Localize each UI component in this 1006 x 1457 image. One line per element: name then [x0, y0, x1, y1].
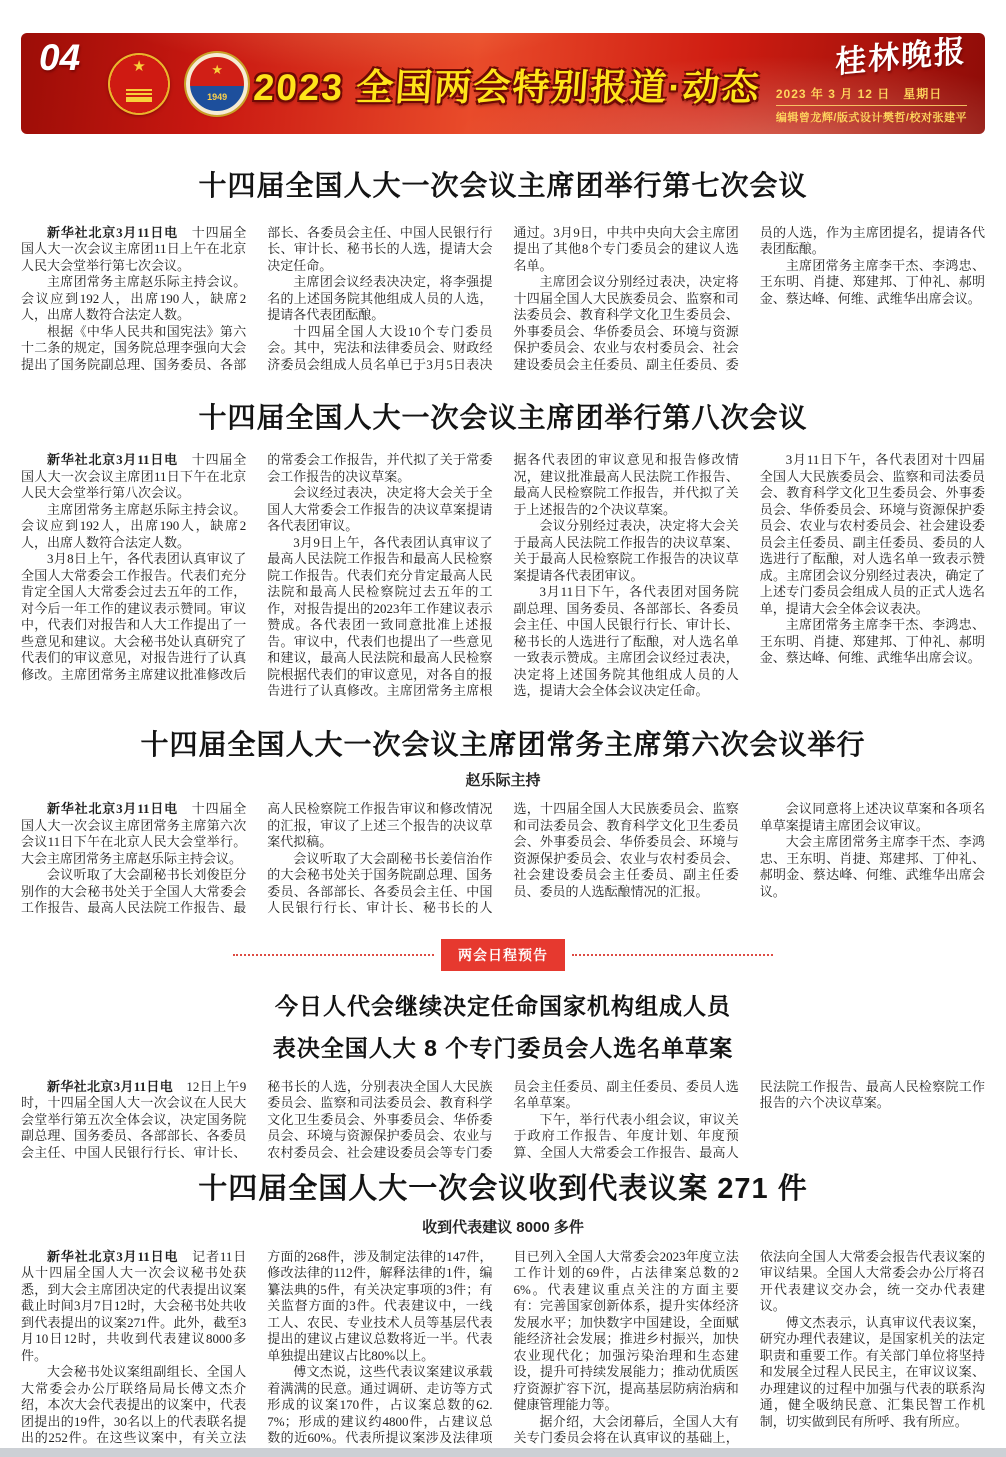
article-body	[21, 1249, 985, 1447]
staff-line: 编辑曾龙辉/版式设计樊哲/校对张建平	[776, 105, 967, 125]
article-headline: 十四届全国人大一次会议主席团举行第七次会议	[198, 170, 808, 201]
lead-text: 12日上午9时，十四届全国人大一次会议在人民大会堂举行第五次全体会议，决定国务院副总理、国务委员、各部部长、各委员会主任、中国人民银行行长、审计长、秘书长的人选，分别表决全国人大民族委员会、监察和司法委员会、教育科学文化卫生委员会、外事委员会、华侨委员会、环境与资源保护委员会、农业与农村委员会、社会建设委员会等专门委员会主任委员、副主任委员、委员人选名单草案。	[21, 1078, 739, 1160]
article-schedule-preview	[21, 988, 985, 1162]
national-emblem-icon	[108, 53, 170, 115]
paragraph: 主席团常务主席赵乐际主持会议。会议应到192人，出席190人，缺席2人，出席人数符合法定人数。	[21, 501, 247, 550]
paragraph: 3月11日下午，各代表团对十四届全国人大民族委员会、监察和司法委员会、教育科学文化卫生委员会、外事委员会、华侨委员会、环境与资源保护委员会、农业与农村委员会、社会建设委员会主任委员、副主任委员、委员的人选进行了酝酿，对人选名单一致表示赞成。主席团会议分别经过表决，确定了上述专门委员会组成人员的正式人选名单，提请大会全体会议表决。	[759, 452, 985, 616]
paragraph: 会议听取了大会副秘书长姜信治作的大会秘书处关于国务院副总理、国务委员、各部部长、各委员会主任、中国人民银行行长、审计长、秘书长的人选，十四届全国人大民族委员会、监察和司法委员会、教育科学文化卫生委员会、外事委员会、华侨委员会、环境与资源保护委员会、农业与农村委员会、社会建设委员会主任委员、副主任委员、委员的人选酝酿情况的汇报。	[267, 801, 739, 916]
article-presidium-eighth-meeting	[21, 400, 985, 699]
star-icon: ★	[211, 61, 223, 77]
article-headline: 十四届全国人大一次会议主席团常务主席第六次会议举行	[140, 728, 866, 760]
dotted-line	[233, 954, 434, 956]
paragraph: 傅文杰表示，认真审议代表议案，研究办理代表建议，是国家机关的法定职责和重要工作。有关部门单位将坚持和发展全过程人民民主，在审议议案、办理建议的过程中加强与代表的联系沟通，健全吸纳民意、汇集民智工作机制，切实做到民有所呼、我有所应。	[759, 1314, 985, 1429]
page-number: 04	[39, 37, 81, 78]
dateline: 新华社北京3月11日电	[47, 1078, 174, 1094]
paragraph: 十四届全国人大设10个专门委员会。其中，宪法和法律委员会、财政经济委员会组成人员名单已于3月5日表决通过。3月9日，中共中央向大会主席团提出了其他8个专门委员会的建议人选名单。	[267, 224, 739, 372]
schedule-divider	[233, 939, 773, 971]
paragraph: 会议听取了大会副秘书长刘俊臣分别作的大会秘书处关于全国人大常委会工作报告、最高人民法院工作报告、最高人民检察院工作报告审议和修改情况的汇报，审议了上述三个报告的决议草案代拟稿。	[21, 801, 493, 916]
schedule-headline-2: 表决全国人大 8 个专门委员会人选名单草案	[272, 1034, 734, 1061]
article-headline: 十四届全国人大一次会议收到代表议案 271 件	[198, 1173, 808, 1206]
lead-paragraph	[21, 225, 246, 275]
dateline: 新华社北京3月11日电	[47, 1248, 179, 1264]
lead-paragraph	[21, 801, 246, 867]
article-executive-chair-sixth-meeting	[21, 727, 985, 917]
article-body	[21, 1079, 985, 1162]
lead-paragraph	[21, 452, 246, 502]
paragraph: 3月9日上午，各代表团认真审议了最高人民法院工作报告和最高人民检察院工作报告。代表们充分肯定最高人民法院和最高人民检察院过去五年的工作，对报告提出的2023年工作建议表示赞成。各代表团一致同意批准上述报告。审议中，代表们也提出了一些意见和建议，最高人民法院和最高人民检察院根据代表们的审议意见，对各自的报告进行了认真修改。主席团常务主席根据各代表团的审议意见和报告修改情况，建议批准最高人民法院工作报告、最高人民检察院工作报告，并代拟了关于上述报告的2个决议草案。	[267, 452, 739, 699]
lead-paragraph	[21, 1249, 246, 1365]
paragraph: 主席团常务主席赵乐际主持会议。会议应到192人，出席190人，缺席2人，出席人数符合法定人数。	[21, 274, 247, 323]
paragraph: 傅文杰说，这些代表议案建议承载着满满的民意。通过调研、走访等方式形成的议案170件，占议案总数的62.7%；形成的建议约4800件，占建议总数的近60%。代表所提议案涉及法律项目已列入全国人大常委会2023年度立法工作计划的69件，占法律案总数的26%。代表建议重点关注的方面主要有：完善国家创新体系，提升实体经济发展水平；加快数字中国建设，全面赋能经济社会发展；推进乡村振兴，加快农业现代化；加强污染治理和生态建设，提升可持续发展能力；推动优质医疗资源扩容下沉，提高基层防病治病和健康管理能力等。	[267, 1248, 739, 1446]
tiananmen-gate-icon	[126, 89, 152, 102]
article-headline: 十四届全国人大一次会议主席团举行第八次会议	[198, 402, 808, 434]
paragraph: 会议分别经过表决，决定将大会关于最高人民法院工作报告的决议草案、关于最高人民检察院工作报告的决议草案提请各代表团审议。	[513, 518, 739, 583]
paragraph: 据介绍，大会闭幕后，全国人大有关专门委员会将在认真审议的基础上，依法向全国人大常委会报告代表议案的审议结果。全国人大常委会办公厅将召开代表建议交办会，统一交办代表建议。	[513, 1248, 985, 1446]
page-content	[0, 168, 1006, 1447]
lead-text: 十四届全国人大一次会议主席团11日上午在北京人民大会堂举行第七次会议。	[21, 224, 247, 273]
paragraph: 主席团常务主席李干杰、李鸿忠、王东明、肖捷、郑建邦、丁仲礼、郝明金、蔡达峰、何维、武维华出席会议。	[759, 617, 985, 666]
lead-text: 十四届全国人大一次会议主席团11日下午在北京人民大会堂举行第八次会议。	[21, 452, 247, 501]
paragraph: 主席团常务主席李干杰、李鸿忠、王东明、肖捷、郑建邦、丁仲礼、郝明金、蔡达峰、何维、武维华出席会议。	[759, 257, 985, 306]
paragraph: 会议经过表决，决定将大会关于全国人大常委会工作报告的决议草案提请各代表团审议。	[267, 485, 493, 534]
article-presidium-seventh-meeting	[21, 168, 985, 373]
paragraph: 根据《中华人民共和国宪法》第六十二条的规定，国务院总理李强向大会提出了国务院副总理、国务委员、各部部长、各委员会主任、中国人民银行行长、审计长、秘书长的人选，提请大会决定任命。	[21, 224, 493, 372]
dotted-line	[572, 954, 773, 956]
schedule-badge: 两会日程预告	[441, 939, 565, 971]
paragraph: 下午，举行代表小组会议，审议关于政府工作报告、年度计划、年度预算、全国人大常委会工作报告、最高人民法院工作报告、最高人民检察院工作报告的六个决议草案。	[513, 1078, 985, 1160]
masthead-logo: 桂林晚报	[834, 33, 968, 80]
cppcc-year-label: 1949	[207, 91, 228, 102]
article-body	[21, 452, 985, 700]
article-body	[21, 225, 985, 374]
paragraph: 大会主席团常务主席李干杰、李鸿忠、王东明、肖捷、郑建邦、丁仲礼、郝明金、蔡达峰、何维、武维华出席会议。	[759, 834, 985, 899]
page-bottom-edge	[0, 1448, 1006, 1457]
date-line: 2023 年 3 月 12 日 星期日	[775, 87, 943, 101]
dateline: 新华社北京3月11日电	[47, 452, 178, 468]
emblem-group	[108, 53, 248, 115]
dateline: 新华社北京3月11日电	[47, 224, 178, 240]
lead-text: 记者11日从十四届全国人大一次会议秘书处获悉，到大会主席团决定的代表提出议案截止时间3月7日12时，大会秘书处共收到代表提出的议案271件。此外，截至3月10日12时，共收到代表建议8000多件。	[21, 1248, 247, 1363]
paragraph: 主席团会议分别经过表决，决定将十四届全国人大民族委员会、监察和司法委员会、教育科学文化卫生委员会、外事委员会、华侨委员会、环境与资源保护委员会、农业与农村委员会、社会建设委员会主任委员、副主任委员、委员的人选，作为主席团提名，提请各代表团酝酿。	[513, 224, 985, 372]
article-subtitle: 赵乐际主持	[465, 772, 541, 790]
article-delegate-motions	[21, 1171, 985, 1446]
paragraph: 3月8日上午，各代表团认真审议了全国人大常委会工作报告。代表们充分肯定全国人大常委会过去五年的工作，对今后一年工作的建议表示赞同。审议中，代表们对报告和人大工作提出了一些意见和建议。大会秘书处认真研究了代表们的审议意见，对报告进行了认真修改。主席团常务主席建议批准修改后的常委会工作报告，并代拟了关于常委会工作报告的决议草案。	[21, 452, 493, 682]
lead-text: 十四届全国人大一次会议主席团常务主席第六次会议11日下午在北京人民大会堂举行。大会主席团常务主席赵乐际主持会议。	[21, 801, 247, 866]
page-header-banner	[21, 33, 985, 134]
paragraph: 会议同意将上述决议草案和各项名单草案提请主席团会议审议。	[759, 801, 985, 833]
paragraph: 大会秘书处议案组副组长、全国人大常委会办公厅联络局局长傅文杰介绍，本次大会代表提出的议案中，代表团提出的19件，30名以上的代表联名提出的252件。在这些议案中，有关立法方面的268件，涉及制定法律的147件，修改法律的112件，解释法律的1件，编纂法典的5件，有关决定事项的3件；有关监督方面的3件。代表建议中，一线工人、农民、专业技术人员等基层代表提出的建议占建议总数将近一半。代表单独提出建议占比80%以上。	[21, 1248, 493, 1446]
article-body	[21, 801, 985, 917]
dateline: 新华社北京3月11日电	[47, 801, 178, 817]
paragraph: 3月11日下午，各代表团对国务院副总理、国务委员、各部部长、各委员会主任、中国人民银行行长、审计长、秘书长的人选进行了酝酿，对人选名单一致表示赞成。主席团会议经过表决，决定将上述国务院其他组成人员的人选，提请大会全体会议决定任命。	[513, 584, 739, 699]
banner-right-block	[767, 33, 971, 134]
banner-title: 2023 全国两会特别报道·动态	[252, 66, 763, 108]
article-subtitle: 收到代表建议 8000 多件	[422, 1218, 584, 1236]
paragraph: 主席团会议经表决决定，将李强提名的上述国务院其他组成人员的人选，提请各代表团酝酿。	[267, 274, 493, 323]
schedule-headline-1: 今日人代会继续决定任命国家机构组成人员	[275, 992, 731, 1019]
cppcc-emblem-icon	[186, 53, 248, 115]
star-icon: ★	[132, 58, 146, 75]
